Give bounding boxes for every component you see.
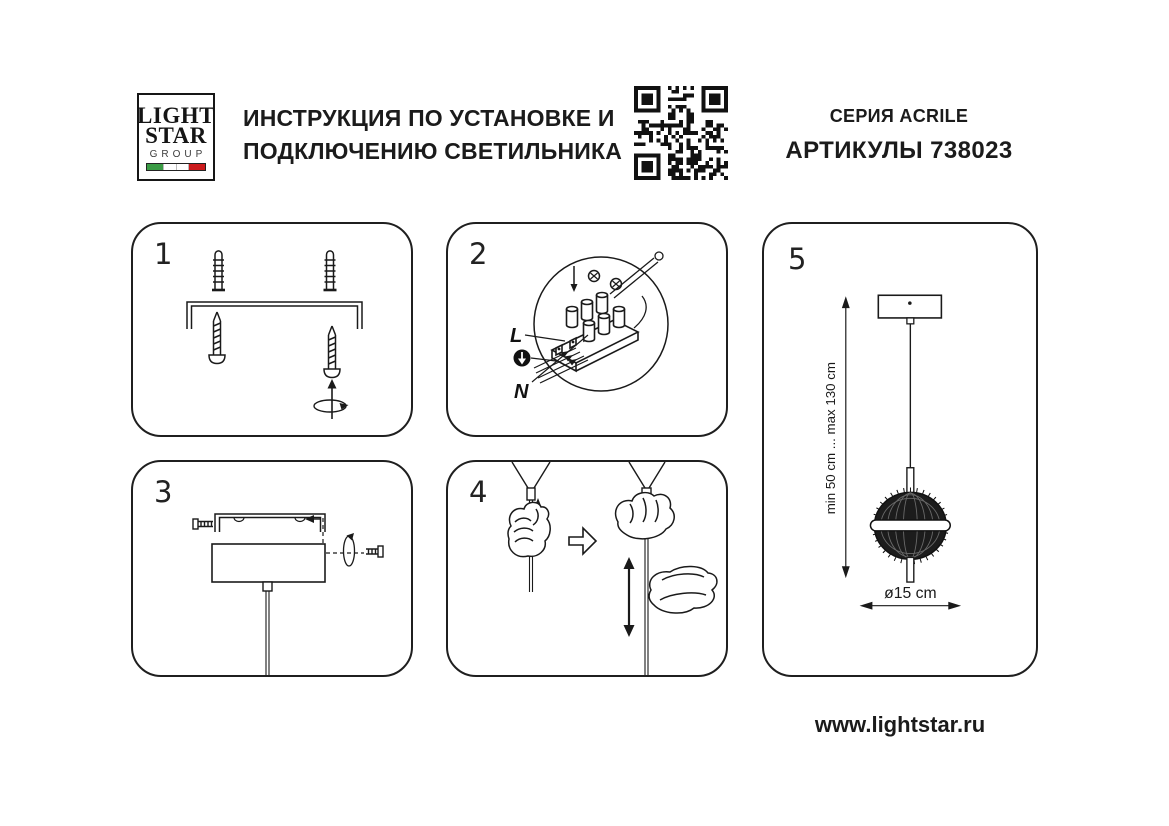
step-number-2: 2 [469,237,488,271]
step-panel-2 [446,222,728,437]
cable-nipple [907,318,914,324]
equator-band [870,520,950,531]
article-number: АРТИКУЛЫ 738023 [785,137,1013,164]
step-panel-3 [131,460,413,677]
qr-code [634,86,728,180]
live-leader-line [525,335,565,341]
screw-horizontal-icon [366,546,383,557]
step-number-4: 4 [469,475,488,509]
italian-flag-icon [146,163,206,171]
insert-arrow-icon [571,266,578,292]
step-panel-4 [446,460,728,677]
up-down-arrow-icon [624,557,635,637]
wall-plug-icon [212,251,225,290]
hand-icon [616,493,675,539]
ceiling-canopy [878,295,941,318]
lower-rod [907,557,914,582]
step2-illustration-wiring [448,224,726,435]
step-panel-5 [762,222,1038,677]
wall-plug-icon [324,251,337,290]
product-info [762,106,1036,165]
live-label: L [510,325,523,347]
step-panel-1 [131,222,413,437]
hand-icon [508,502,550,556]
cable-grip [263,582,272,591]
rotate-arrow-icon [314,379,349,419]
logo-text-star: STAR [145,122,207,148]
website-url: www.lightstar.ru [814,712,986,737]
insert-arrow-icon [305,515,320,523]
pendant-lamp [870,295,950,582]
step-number-1: 1 [154,237,173,271]
diameter-dimension [860,585,962,610]
lightstar-logo [137,93,215,181]
screw-icon [209,312,225,364]
screw-horizontal-icon [193,519,213,529]
step5-illustration-dimensions [764,224,1036,675]
clamp-screws [589,271,622,290]
canopy-screw [908,301,912,305]
mounting-bracket [215,514,325,532]
step3-illustration-canopy [133,462,411,675]
step-number-5: 5 [788,242,807,276]
title-line-1: ИНСТРУКЦИЯ ПО УСТАНОВКЕ И [243,105,615,131]
diameter-label: ø15 cm [884,584,937,602]
rotate-arrow-icon [344,533,355,566]
series-label: СЕРИЯ ACRILE [829,106,969,126]
next-step-arrow-icon [569,528,596,554]
logo-text-group: GROUP [149,148,207,160]
height-dimension [823,296,850,578]
ceiling-canopy [212,544,325,582]
screw-icon [324,326,340,378]
suspension-cable [266,591,269,675]
title-line-2: ПОДКЛЮЧЕНИЮ СВЕТИЛЬНИКА [243,138,623,164]
cloth-icon [649,566,717,613]
flag-red [188,164,205,170]
flag-white [163,164,176,170]
flag-white [176,164,189,170]
step-number-3: 3 [154,475,173,509]
earth-ground-icon [514,350,531,367]
height-range-label: min 50 cm ... max 130 cm [822,362,838,515]
neutral-label: N [514,381,529,403]
step1-illustration-mounting-hardware [133,224,411,435]
logo-text-light: LIGHT [137,102,215,128]
page-title [243,102,622,168]
step4-illustration-adjustment [448,462,726,675]
flag-green [147,164,163,170]
